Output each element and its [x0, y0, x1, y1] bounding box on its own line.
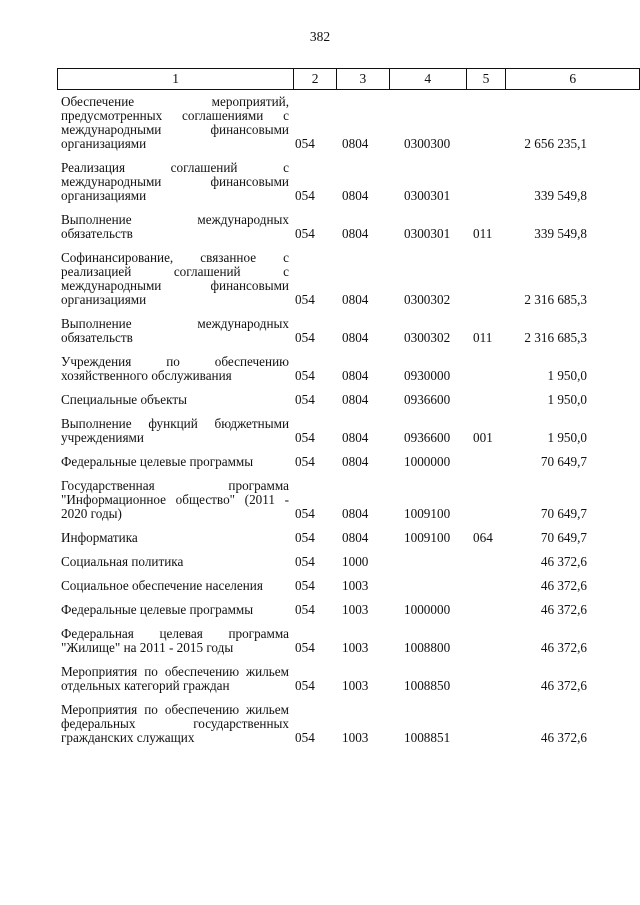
row-amount: 46 372,6 [540, 602, 587, 617]
row-section-code: 0804 [342, 392, 369, 407]
row-section-code: 0804 [342, 226, 369, 241]
row-ministry-code: 054 [295, 136, 315, 151]
row-amount: 46 372,6 [540, 578, 587, 593]
row-expense-type: 001 [473, 430, 493, 445]
row-target-article: 0300302 [404, 330, 451, 345]
row-target-article: 1009100 [404, 506, 451, 521]
row-section-code: 1003 [342, 640, 369, 655]
row-amount: 339 549,8 [534, 188, 587, 203]
row-ministry-code: 054 [295, 602, 315, 617]
table-row [57, 627, 597, 655]
row-section-code: 0804 [342, 430, 369, 445]
table-row [57, 213, 597, 241]
row-name: Мероприятия по обеспечению жильем федеральных государственных гражданских служащих [61, 702, 289, 745]
row-name: Государственная программа "Информационное общество" (2011 - 2020 годы) [61, 478, 289, 521]
row-ministry-code: 054 [295, 454, 315, 469]
row-amount: 70 649,7 [540, 530, 587, 545]
budget-table-body [57, 95, 597, 755]
row-amount: 1 950,0 [547, 430, 587, 445]
row-section-code: 0804 [342, 454, 369, 469]
page-number: 382 [309, 29, 331, 44]
table-row [57, 603, 597, 617]
row-name: Выполнение международных обязательств [61, 212, 289, 241]
row-ministry-code: 054 [295, 530, 315, 545]
row-name: Федеральные целевые программы [61, 602, 254, 617]
row-name: Выполнение функций бюджетными учреждениями [61, 416, 289, 445]
table-row [57, 95, 597, 151]
row-name: Информатика [61, 530, 138, 545]
row-section-code: 1003 [342, 678, 369, 693]
row-name: Социальная политика [61, 554, 184, 569]
row-ministry-code: 054 [295, 188, 315, 203]
row-section-code: 0804 [342, 188, 369, 203]
column-header-row [58, 69, 640, 90]
row-name: Реализация соглашений с международными финансовыми организациями [61, 160, 289, 203]
row-section-code: 1003 [342, 730, 369, 745]
column-header-6: 6 [506, 69, 640, 90]
row-ministry-code: 054 [295, 292, 315, 307]
column-header-3: 3 [337, 69, 390, 90]
row-ministry-code: 054 [295, 578, 315, 593]
row-target-article: 0300301 [404, 188, 451, 203]
column-header-table [57, 68, 640, 90]
row-ministry-code: 054 [295, 640, 315, 655]
row-ministry-code: 054 [295, 368, 315, 383]
table-row [57, 665, 597, 693]
row-amount: 2 656 235,1 [524, 136, 587, 151]
row-section-code: 1003 [342, 578, 369, 593]
row-name: Мероприятия по обеспечению жильем отдельных категорий граждан [61, 664, 289, 693]
row-name: Федеральные целевые программы [61, 454, 254, 469]
row-ministry-code: 054 [295, 730, 315, 745]
column-header-1: 1 [58, 69, 294, 90]
row-amount: 46 372,6 [540, 554, 587, 569]
row-target-article: 0936600 [404, 430, 451, 445]
row-name: Выполнение международных обязательств [61, 316, 289, 345]
row-amount: 339 549,8 [534, 226, 587, 241]
column-header-4: 4 [389, 69, 466, 90]
row-section-code: 0804 [342, 292, 369, 307]
row-amount: 46 372,6 [540, 730, 587, 745]
row-expense-type: 011 [473, 330, 493, 345]
row-target-article: 0300300 [404, 136, 451, 151]
table-row [57, 417, 597, 445]
row-amount: 70 649,7 [540, 454, 587, 469]
row-amount: 70 649,7 [540, 506, 587, 521]
row-name: Софинансирование, связанное с реализацией соглашений с международными финансовыми организациями [61, 250, 289, 307]
table-row [57, 703, 597, 745]
table-row [57, 161, 597, 203]
row-target-article: 1008850 [404, 678, 451, 693]
row-section-code: 0804 [342, 330, 369, 345]
row-amount: 1 950,0 [547, 392, 587, 407]
row-ministry-code: 054 [295, 430, 315, 445]
row-section-code: 1003 [342, 602, 369, 617]
row-target-article: 1008851 [404, 730, 451, 745]
row-name: Социальное обеспечение населения [61, 578, 263, 593]
table-row [57, 393, 597, 407]
table-row [57, 455, 597, 469]
row-target-article: 1000000 [404, 454, 451, 469]
column-header-5: 5 [466, 69, 506, 90]
row-ministry-code: 054 [295, 392, 315, 407]
row-amount: 2 316 685,3 [524, 330, 587, 345]
row-section-code: 0804 [342, 368, 369, 383]
row-name: Обеспечение мероприятий, предусмотренных соглашениями с международными финансовыми организациями [61, 94, 289, 151]
row-target-article: 0300301 [404, 226, 451, 241]
row-target-article: 0300302 [404, 292, 451, 307]
table-row [57, 355, 597, 383]
row-target-article: 1009100 [404, 530, 451, 545]
row-name: Специальные объекты [61, 392, 187, 407]
row-expense-type: 011 [473, 226, 493, 241]
row-target-article: 0936600 [404, 392, 451, 407]
column-header-2: 2 [294, 69, 337, 90]
row-target-article: 1008800 [404, 640, 451, 655]
row-target-article: 0930000 [404, 368, 451, 383]
row-name: Федеральная целевая программа "Жилище" на 2011 - 2015 годы [61, 626, 289, 655]
row-section-code: 0804 [342, 506, 369, 521]
row-amount: 46 372,6 [540, 640, 587, 655]
row-ministry-code: 054 [295, 506, 315, 521]
table-row [57, 555, 597, 569]
row-expense-type: 064 [473, 530, 493, 545]
table-row [57, 579, 597, 593]
table-row [57, 317, 597, 345]
row-section-code: 0804 [342, 136, 369, 151]
table-row [57, 479, 597, 521]
table-row [57, 531, 597, 545]
row-ministry-code: 054 [295, 678, 315, 693]
row-amount: 2 316 685,3 [524, 292, 587, 307]
row-amount: 46 372,6 [540, 678, 587, 693]
row-ministry-code: 054 [295, 226, 315, 241]
row-name: Учреждения по обеспечению хозяйственного обслуживания [61, 354, 289, 383]
row-ministry-code: 054 [295, 330, 315, 345]
row-section-code: 0804 [342, 530, 369, 545]
row-amount: 1 950,0 [547, 368, 587, 383]
table-row [57, 251, 597, 307]
row-target-article: 1000000 [404, 602, 451, 617]
row-section-code: 1000 [342, 554, 369, 569]
row-ministry-code: 054 [295, 554, 315, 569]
